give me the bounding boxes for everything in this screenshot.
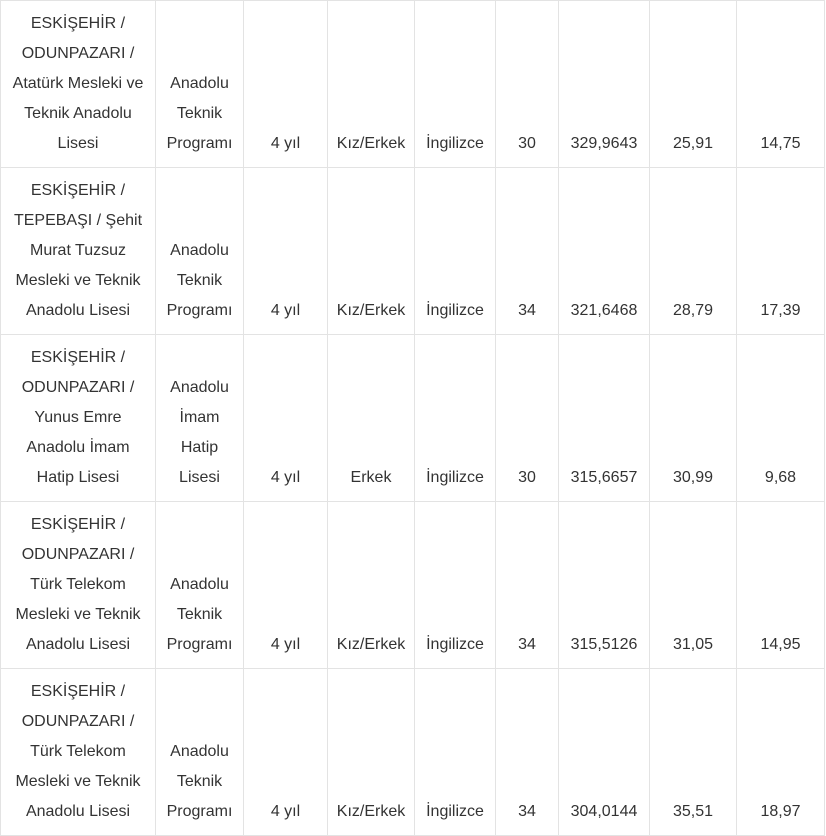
table-row	[1, 669, 825, 836]
school-cell-line: ODUNPAZARI /	[21, 546, 135, 563]
school-cell-line: Anadolu İmam	[26, 439, 130, 456]
duration-cell: 4 yıl	[244, 669, 328, 836]
program-type-cell-line: Teknik	[176, 105, 223, 122]
percentile-city-cell: 14,95	[737, 502, 825, 669]
program-type-cell	[156, 669, 244, 836]
school-cell	[1, 502, 156, 669]
percentile-turkey-cell: 35,51	[650, 669, 737, 836]
quota-cell: 34	[496, 669, 559, 836]
school-cell-line: Hatip Lisesi	[36, 469, 120, 486]
percentile-turkey-cell: 28,79	[650, 168, 737, 335]
gender-cell: Erkek	[328, 335, 415, 502]
program-type-cell-line: Teknik	[176, 272, 223, 289]
program-type-cell-line: Anadolu	[170, 743, 229, 760]
table-row	[1, 335, 825, 502]
school-cell-line: Türk Telekom	[30, 743, 126, 760]
table-row	[1, 502, 825, 669]
score-cell: 329,9643	[559, 1, 650, 168]
gender-cell: Kız/Erkek	[328, 502, 415, 669]
school-cell-line: Anadolu Lisesi	[25, 302, 131, 319]
program-type-cell-line: Anadolu	[170, 379, 229, 396]
score-cell: 315,6657	[559, 335, 650, 502]
school-cell-line: Anadolu Lisesi	[25, 636, 131, 653]
school-cell-line: Anadolu Lisesi	[25, 803, 131, 820]
duration-cell: 4 yıl	[244, 1, 328, 168]
program-type-cell-line: İmam	[179, 409, 220, 426]
program-type-cell	[156, 168, 244, 335]
school-cell-line: Mesleki ve Teknik	[15, 773, 141, 790]
school-cell	[1, 669, 156, 836]
table-body	[1, 1, 825, 836]
school-cell-line: Murat Tuzsuz	[29, 242, 127, 259]
quota-cell: 30	[496, 1, 559, 168]
language-cell: İngilizce	[415, 1, 496, 168]
school-cell-line: Mesleki ve Teknik	[15, 272, 141, 289]
duration-cell: 4 yıl	[244, 502, 328, 669]
school-cell-line: ESKİŞEHİR /	[30, 683, 126, 700]
percentile-city-cell: 17,39	[737, 168, 825, 335]
program-type-cell-line: Anadolu	[170, 75, 229, 92]
score-cell: 321,6468	[559, 168, 650, 335]
gender-cell: Kız/Erkek	[328, 168, 415, 335]
school-cell-line: TEPEBAŞI / Şehit	[13, 212, 143, 229]
program-type-cell-line: Programı	[166, 803, 233, 820]
school-cell-line: ODUNPAZARI /	[21, 45, 135, 62]
school-cell	[1, 168, 156, 335]
percentile-turkey-cell: 25,91	[650, 1, 737, 168]
program-type-cell-line: Teknik	[176, 773, 223, 790]
language-cell: İngilizce	[415, 335, 496, 502]
program-type-cell-line: Programı	[166, 302, 233, 319]
percentile-city-cell: 14,75	[737, 1, 825, 168]
school-cell-line: ESKİŞEHİR /	[30, 516, 126, 533]
gender-cell: Kız/Erkek	[328, 1, 415, 168]
school-cell-line: Yunus Emre	[34, 409, 122, 426]
school-cell-line: Teknik Anadolu	[24, 105, 132, 122]
school-cell-line: ESKİŞEHİR /	[30, 182, 126, 199]
program-type-cell	[156, 1, 244, 168]
language-cell: İngilizce	[415, 168, 496, 335]
program-type-cell-line: Lisesi	[179, 469, 220, 486]
quota-cell: 34	[496, 502, 559, 669]
school-cell-line: Mesleki ve Teknik	[15, 606, 141, 623]
program-type-cell-line: Anadolu	[170, 242, 229, 259]
table-row	[1, 1, 825, 168]
program-type-cell-line: Hatip	[180, 439, 219, 456]
gender-cell: Kız/Erkek	[328, 669, 415, 836]
program-type-cell	[156, 335, 244, 502]
percentile-turkey-cell: 31,05	[650, 502, 737, 669]
school-cell-line: ESKİŞEHİR /	[30, 15, 126, 32]
school-cell-line: Atatürk Mesleki ve	[12, 75, 144, 92]
school-cell	[1, 335, 156, 502]
language-cell: İngilizce	[415, 502, 496, 669]
school-cell-line: ODUNPAZARI /	[21, 379, 135, 396]
percentile-turkey-cell: 30,99	[650, 335, 737, 502]
program-type-cell-line: Teknik	[176, 606, 223, 623]
percentile-city-cell: 18,97	[737, 669, 825, 836]
duration-cell: 4 yıl	[244, 335, 328, 502]
quota-cell: 34	[496, 168, 559, 335]
school-cell-line: Türk Telekom	[30, 576, 126, 593]
program-type-cell	[156, 502, 244, 669]
program-type-cell-line: Anadolu	[170, 576, 229, 593]
score-cell: 304,0144	[559, 669, 650, 836]
language-cell: İngilizce	[415, 669, 496, 836]
school-cell-line: ODUNPAZARI /	[21, 713, 135, 730]
quota-cell: 30	[496, 335, 559, 502]
school-cell	[1, 1, 156, 168]
percentile-city-cell: 9,68	[737, 335, 825, 502]
table-row	[1, 168, 825, 335]
program-type-cell-line: Programı	[166, 135, 233, 152]
school-cell-line: ESKİŞEHİR /	[30, 349, 126, 366]
duration-cell: 4 yıl	[244, 168, 328, 335]
school-cell-line: Lisesi	[57, 135, 99, 152]
program-type-cell-line: Programı	[166, 636, 233, 653]
score-cell: 315,5126	[559, 502, 650, 669]
